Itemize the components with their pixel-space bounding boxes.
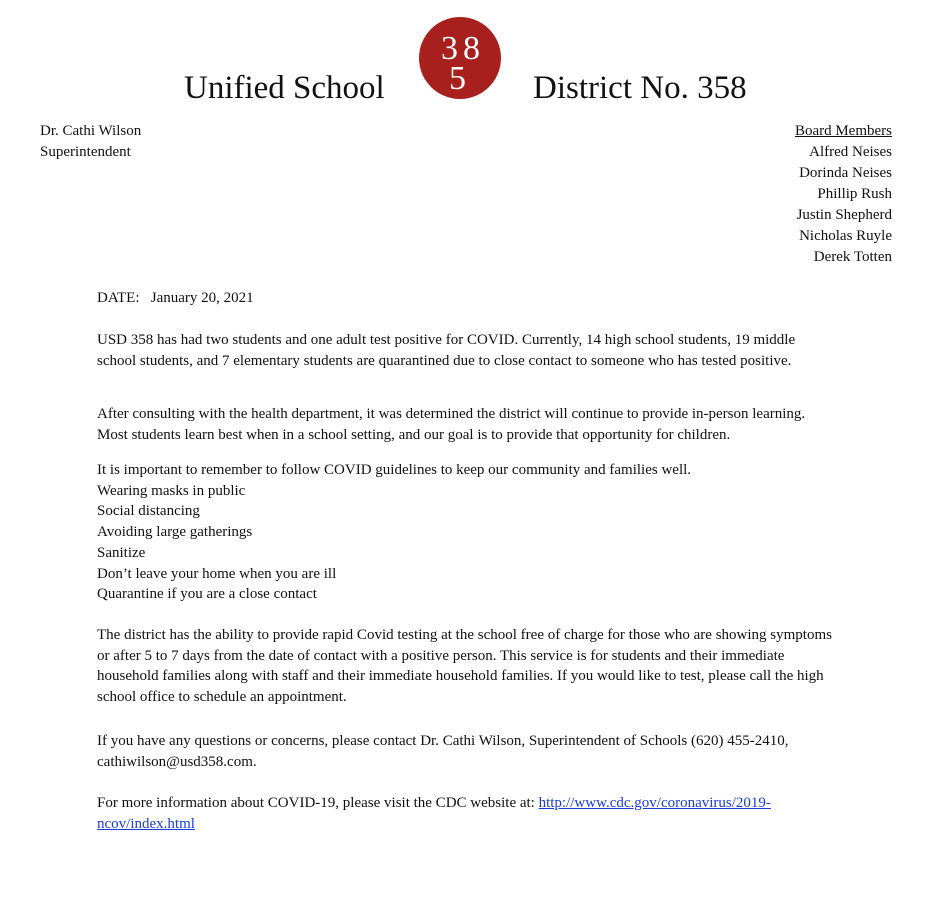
superintendent-name: Dr. Cathi Wilson <box>40 123 142 139</box>
letterhead-title-left: Unified School <box>184 70 385 106</box>
board-member: Nicholas Ruyle <box>799 228 892 244</box>
paragraph-rapid-testing: The district has the ability to provide rapid Covid testing at the school free of charge for those who are showing symptoms or after 5 to 7 days from the date of contact with a positive person. This service is for students and their immediate household families along with staff and their immediate household families. If you would like to test, please call the high school office to schedule an appointment. <box>97 627 832 706</box>
letterhead-title-right: District No. 358 <box>533 70 747 106</box>
paragraph-covid-cases: USD 358 has had two students and one adult test positive for COVID. Currently, 14 high school students, 19 middle school students, and 7 elementary students are quarantined due to close contact to someone who has tested positive. <box>97 332 796 369</box>
date-value: January 20, 2021 <box>150 290 254 306</box>
svg-text:3: 3 <box>441 30 458 67</box>
svg-text:5: 5 <box>449 60 466 97</box>
paragraph-contact: If you have any questions or concerns, please contact Dr. Cathi Wilson, Superintendent of Schools (620) 455-2410, cathiwilson@usd358.com. <box>97 733 789 770</box>
guideline-item: Quarantine if you are a close contact <box>97 586 317 603</box>
guidelines-intro: It is important to remember to follow COVID guidelines to keep our community and families well. <box>97 462 692 478</box>
paragraph-cdc-info <box>97 793 837 834</box>
letter-date <box>97 288 837 309</box>
board-member: Phillip Rush <box>817 186 892 202</box>
district-logo <box>419 17 501 99</box>
guidelines-section <box>97 460 837 605</box>
date-label: DATE: <box>97 290 140 306</box>
board-member: Alfred Neises <box>809 144 892 160</box>
paragraph-in-person-learning: After consulting with the health department, it was determined the district will continue to provide in-person learning. Most students learn best when in a school setting, and our goal is to provide that opportunity for children. <box>97 406 806 443</box>
board-members <box>795 121 892 268</box>
board-member: Dorinda Neises <box>799 165 892 181</box>
cdc-website-link[interactable]: http://www.cdc.gov/coronavirus/2019-ncov/index.html <box>97 795 771 832</box>
board-member: Derek Totten <box>813 249 892 265</box>
guidelines-list <box>97 481 837 605</box>
guideline-item: Social distancing <box>97 503 200 520</box>
guideline-item: Sanitize <box>97 544 146 561</box>
guideline-item: Avoiding large gatherings <box>97 524 253 541</box>
board-members-heading: Board Members <box>794 123 892 139</box>
svg-text:8: 8 <box>463 30 480 67</box>
guideline-item: Wearing masks in public <box>97 482 246 499</box>
superintendent-title: Superintendent <box>40 144 131 160</box>
guideline-item: Don’t leave your home when you are ill <box>97 565 337 582</box>
board-member: Justin Shepherd <box>796 207 892 223</box>
cdc-info-text: For more information about COVID-19, please visit the CDC website at: <box>97 795 539 811</box>
